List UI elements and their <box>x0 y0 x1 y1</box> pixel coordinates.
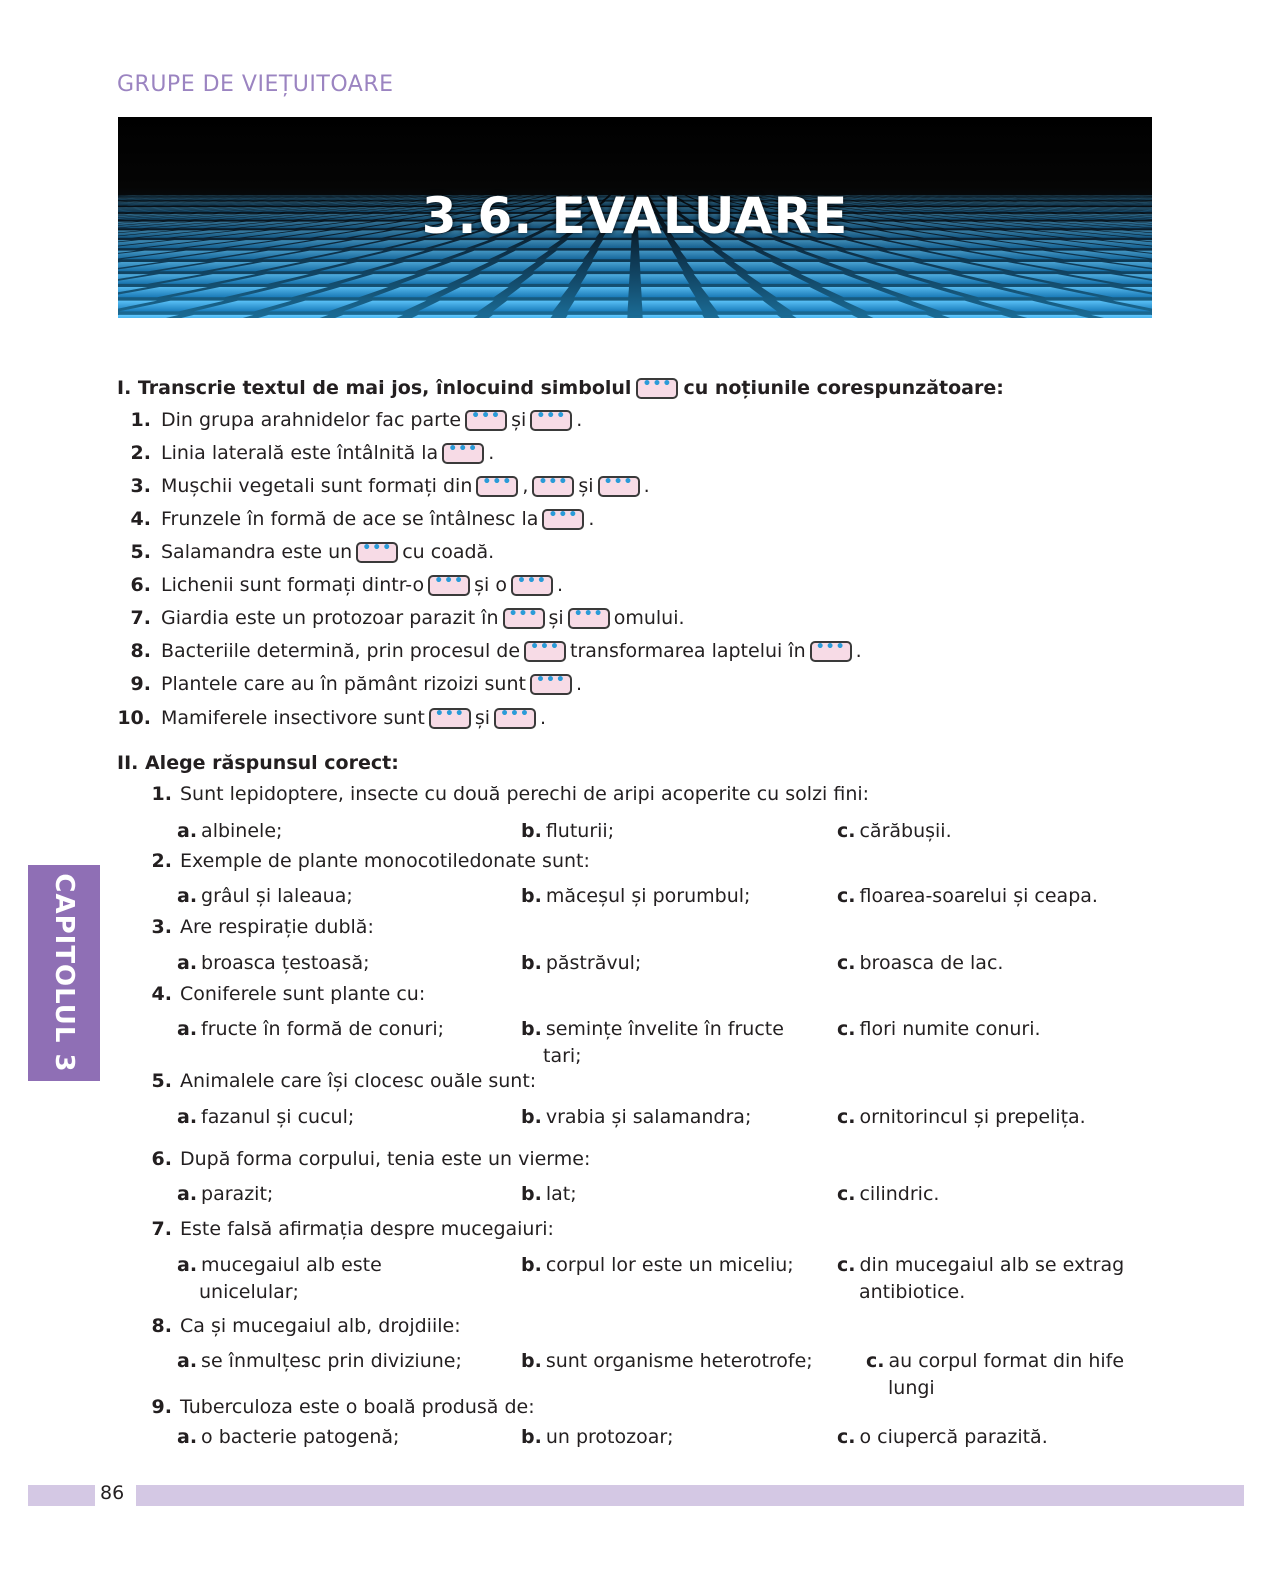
option-text: parazit; <box>201 1183 274 1205</box>
item-text: Giardia este un protozoar parazit în <box>161 607 499 629</box>
question <box>150 1315 461 1337</box>
option-letter: b. <box>521 1106 542 1128</box>
item-text: și o <box>474 574 507 596</box>
option-a <box>177 1348 462 1375</box>
question <box>150 1218 554 1240</box>
question-text: Tuberculoza este o boală produsă de: <box>180 1396 535 1418</box>
blank-symbol <box>530 674 572 695</box>
blank-symbol <box>476 476 518 497</box>
option-c <box>837 1181 939 1208</box>
option-text: sunt organisme heterotrofe; <box>545 1350 813 1372</box>
footer-bar-left <box>28 1485 95 1506</box>
option-text: păstrăvul; <box>545 952 642 974</box>
option-letter: b. <box>521 1183 542 1205</box>
option-letter: a. <box>177 1018 198 1040</box>
option-letter: a. <box>177 1183 198 1205</box>
blank-symbol <box>598 476 640 497</box>
item-text: Plantele care au în pământ rizoizi sunt <box>161 673 526 695</box>
blank-symbol <box>442 443 484 464</box>
item-number: 7. <box>130 607 151 629</box>
option-b <box>521 1348 813 1375</box>
option-b <box>521 1424 674 1451</box>
section2-title <box>117 752 399 774</box>
fill-in-item <box>117 707 548 729</box>
option-b <box>521 1104 751 1131</box>
option-letter: a. <box>177 952 198 974</box>
item-number: 3. <box>130 475 151 497</box>
blank-symbol <box>511 575 553 596</box>
footer-bar-right <box>136 1485 1244 1506</box>
question <box>150 783 869 805</box>
chapter-side-tab <box>28 865 100 1081</box>
item-text: omului. <box>613 607 685 629</box>
option-letter: a. <box>177 885 198 907</box>
option-letter: b. <box>521 952 542 974</box>
option-text: un protozoar; <box>545 1426 674 1448</box>
option-text: cilindric. <box>859 1183 940 1205</box>
item-text: . <box>488 442 495 464</box>
item-text: Salamandra este un <box>161 541 353 563</box>
page-number: 86 <box>100 1482 125 1504</box>
option-letter: b. <box>521 1018 542 1040</box>
option-text: măceșul și porumbul; <box>545 885 751 907</box>
fill-in-item <box>117 409 584 431</box>
fill-in-item <box>117 673 584 695</box>
option-text: grâul și laleaua; <box>201 885 353 907</box>
running-head: GRUPE DE VIEȚUITOARE <box>117 72 394 97</box>
option-a <box>177 818 282 845</box>
option-a <box>177 1181 273 1208</box>
option-text: ornitorincul și prepelița. <box>859 1106 1086 1128</box>
question <box>150 983 425 1005</box>
option-text: fructe în formă de conuri; <box>201 1018 444 1040</box>
section2-title-text: II. Alege răspunsul corect: <box>117 752 399 774</box>
question-text: Este falsă afirmația despre mucegaiuri: <box>180 1218 554 1240</box>
question-number: 6. <box>151 1148 172 1170</box>
fill-in-item <box>117 442 496 464</box>
option-text-continued: tari; <box>543 1045 582 1067</box>
blank-symbol <box>810 641 852 662</box>
option-text: flori numite conuri. <box>859 1018 1041 1040</box>
question-text: Exemple de plante monocotiledonate sunt: <box>180 850 590 872</box>
item-number: 6. <box>130 574 151 596</box>
item-text: și <box>511 409 527 431</box>
option-a <box>177 1424 399 1451</box>
option-letter: c. <box>837 1106 856 1128</box>
question-number: 1. <box>151 783 172 805</box>
chapter-side-tab-label: CAPITOLUL 3 <box>49 873 79 1073</box>
page-title: 3.6. EVALUARE <box>421 187 849 245</box>
question <box>150 916 374 938</box>
option-letter: c. <box>866 1350 885 1372</box>
item-text: Mamiferele insectivore sunt <box>161 707 425 729</box>
option-c <box>837 818 952 845</box>
blank-symbol <box>494 708 536 729</box>
item-text: Linia laterală este întâlnită la <box>161 442 439 464</box>
item-text: și <box>474 707 490 729</box>
blank-symbol <box>356 542 398 563</box>
option-letter: b. <box>521 1426 542 1448</box>
option-text: floarea-soarelui și ceapa. <box>859 885 1098 907</box>
option-letter: c. <box>837 885 856 907</box>
blank-symbol <box>532 476 574 497</box>
blank-symbol <box>428 575 470 596</box>
item-text: cu coadă. <box>402 541 495 563</box>
option-c <box>837 1252 1124 1306</box>
option-letter: b. <box>521 885 542 907</box>
fill-in-item <box>117 640 864 662</box>
fill-in-item <box>117 574 565 596</box>
option-b <box>521 883 750 910</box>
option-a <box>177 1104 354 1131</box>
section1-title <box>117 377 1004 399</box>
section1-title-part-b: cu noțiunile corespunzătoare: <box>683 377 1004 399</box>
question-number: 5. <box>151 1070 172 1092</box>
option-text: semințe învelite în fructe <box>545 1018 784 1040</box>
item-number: 1. <box>130 409 151 431</box>
option-a <box>177 1016 444 1043</box>
option-letter: a. <box>177 1350 198 1372</box>
option-c <box>837 950 1003 977</box>
question <box>150 1070 536 1092</box>
option-letter: c. <box>837 1426 856 1448</box>
question <box>150 850 590 872</box>
item-text: Bacteriile determină, prin procesul de <box>161 640 521 662</box>
question-text: Coniferele sunt plante cu: <box>180 983 426 1005</box>
option-text: au corpul format din hife <box>888 1350 1125 1372</box>
blank-symbol <box>542 509 584 530</box>
option-letter: b. <box>521 1254 542 1276</box>
option-letter: c. <box>837 1183 856 1205</box>
item-text: . <box>540 707 547 729</box>
question-number: 4. <box>151 983 172 1005</box>
question-number: 7. <box>151 1218 172 1240</box>
option-text-continued: antibiotice. <box>859 1281 966 1303</box>
question-text: Animalele care își clocesc ouăle sunt: <box>180 1070 537 1092</box>
item-text: . <box>556 574 564 596</box>
option-b <box>521 818 614 845</box>
question-number: 8. <box>151 1315 172 1337</box>
option-letter: c. <box>837 1254 856 1276</box>
section1-title-part-a: I. Transcrie textul de mai jos, înlocuind simbolul <box>117 377 632 399</box>
item-text: Mușchii vegetali sunt formați din <box>161 475 473 497</box>
item-text: . <box>576 409 583 431</box>
question-number: 2. <box>151 850 172 872</box>
option-text: broasca țestoasă; <box>201 952 370 974</box>
option-c <box>866 1348 1124 1402</box>
option-b <box>521 1181 577 1208</box>
item-text: și <box>578 475 594 497</box>
option-c <box>837 1104 1086 1131</box>
item-number: 2. <box>130 442 151 464</box>
question-text: După forma corpului, tenia este un vierme: <box>180 1148 591 1170</box>
blank-symbol <box>429 708 471 729</box>
fill-in-item <box>117 475 652 497</box>
question-text: Sunt lepidoptere, insecte cu două perechi de aripi acoperite cu solzi fini: <box>180 783 870 805</box>
blank-symbol <box>530 410 572 431</box>
option-a <box>177 1252 382 1306</box>
option-letter: b. <box>521 1350 542 1372</box>
option-text: corpul lor este un miceliu; <box>545 1254 794 1276</box>
option-text: se înmulțesc prin diviziune; <box>201 1350 462 1372</box>
item-text: . <box>575 673 582 695</box>
question <box>150 1396 535 1418</box>
option-letter: b. <box>521 820 542 842</box>
item-text: . <box>643 475 650 497</box>
option-text: o ciupercă parazită. <box>859 1426 1048 1448</box>
item-text: și <box>548 607 564 629</box>
option-text: fazanul și cucul; <box>201 1106 355 1128</box>
option-text-continued: lungi <box>888 1377 935 1399</box>
option-a <box>177 950 370 977</box>
blank-symbol <box>465 410 507 431</box>
blank-symbol <box>636 378 678 399</box>
item-text: Din grupa arahnidelor fac parte <box>161 409 462 431</box>
item-text: transformarea laptelui în <box>570 640 806 662</box>
option-text: fluturii; <box>545 820 615 842</box>
question <box>150 1148 590 1170</box>
option-c <box>837 883 1098 910</box>
question-text: Ca și mucegaiul alb, drojdiile: <box>180 1315 461 1337</box>
question-number: 9. <box>151 1396 172 1418</box>
option-letter: c. <box>837 820 856 842</box>
option-text: lat; <box>545 1183 577 1205</box>
option-text: mucegaiul alb este <box>201 1254 382 1276</box>
option-letter: a. <box>177 1254 198 1276</box>
item-number: 9. <box>130 673 151 695</box>
option-text: o bacterie patogenă; <box>201 1426 400 1448</box>
blank-symbol <box>568 608 610 629</box>
option-letter: a. <box>177 820 198 842</box>
fill-in-item <box>117 541 496 563</box>
blank-symbol <box>524 641 566 662</box>
option-text: broasca de lac. <box>859 952 1004 974</box>
option-a <box>177 883 353 910</box>
option-text-continued: unicelular; <box>199 1281 299 1303</box>
option-text: vrabia și salamandra; <box>545 1106 752 1128</box>
option-b <box>521 1016 784 1070</box>
fill-in-item <box>117 508 596 530</box>
item-text: . <box>588 508 595 530</box>
option-letter: c. <box>837 1018 856 1040</box>
item-text: . <box>855 640 862 662</box>
title-banner <box>118 117 1152 318</box>
fill-in-item <box>117 607 687 629</box>
option-b <box>521 1252 794 1279</box>
item-number: 10. <box>117 707 151 729</box>
question-number: 3. <box>151 916 172 938</box>
question-text: Are respirație dublă: <box>180 916 374 938</box>
item-number: 5. <box>130 541 151 563</box>
option-b <box>521 950 641 977</box>
option-text: cărăbușii. <box>859 820 952 842</box>
item-number: 8. <box>130 640 151 662</box>
option-text: albinele; <box>201 820 283 842</box>
blank-symbol <box>503 608 545 629</box>
option-c <box>837 1424 1048 1451</box>
option-c <box>837 1016 1041 1043</box>
option-letter: c. <box>837 952 856 974</box>
option-text: din mucegaiul alb se extrag <box>859 1254 1125 1276</box>
option-letter: a. <box>177 1426 198 1448</box>
option-letter: a. <box>177 1106 198 1128</box>
item-text: , <box>522 475 529 497</box>
item-text: Lichenii sunt formați dintr-o <box>161 574 425 596</box>
item-text: Frunzele în formă de ace se întâlnesc la <box>161 508 539 530</box>
item-number: 4. <box>130 508 151 530</box>
